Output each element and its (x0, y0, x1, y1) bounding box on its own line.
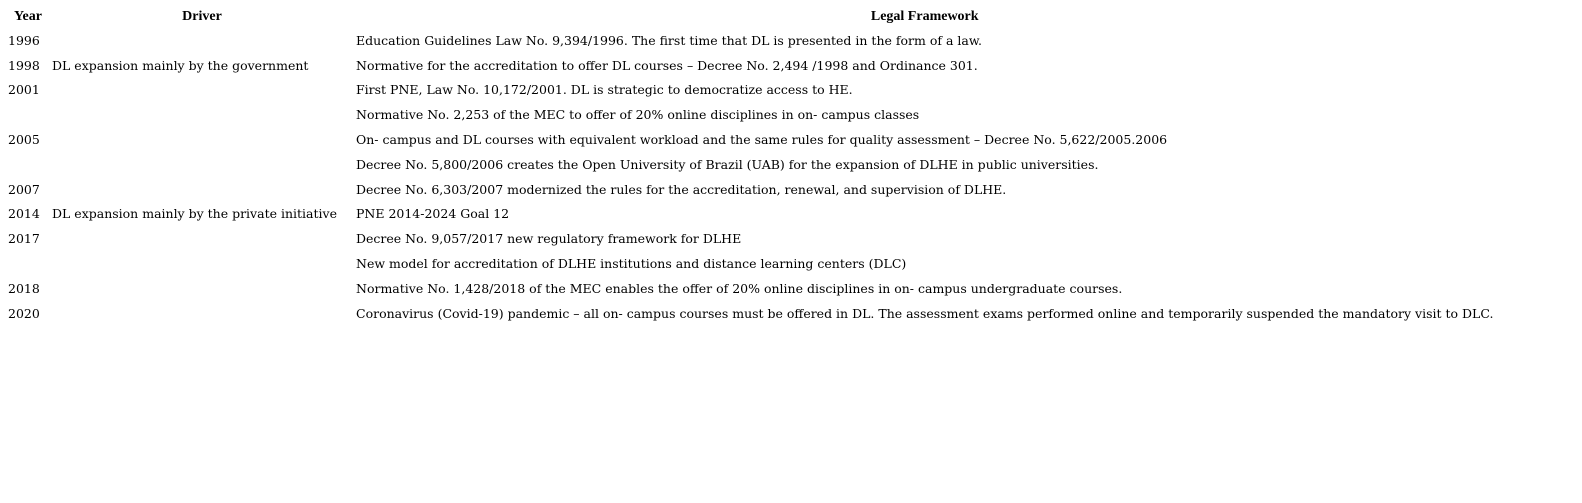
year-cell: 2007 (8, 181, 40, 197)
year-cell (6, 102, 50, 127)
year-cell: 2020 (8, 305, 40, 321)
driver-cell-private: DL expansion mainly by the private initiative (52, 206, 337, 222)
framework-cell: Decree No. 9,057/2017 new regulatory framework for DLHE (356, 231, 742, 247)
year-cell: 2014 (8, 206, 40, 222)
driver-cell-empty (50, 127, 354, 152)
table-row (6, 28, 1495, 53)
framework-cell: Coronavirus (Covid-19) pandemic – all on- campus courses must be offered in DL. The assessment exams performed online and temporarily suspended the mandatory visit to DLC. (356, 305, 1494, 321)
framework-cell: Normative No. 2,253 of the MEC to offer of 20% online disciplines in on- campus classes (356, 107, 920, 123)
header-row (6, 6, 1495, 28)
year-cell: 2017 (8, 231, 40, 247)
framework-cell: Normative for the accreditation to offer DL courses – Decree No. 2,494 /1998 and Ordinance 301. (356, 57, 978, 73)
year-cell: 2018 (8, 280, 40, 296)
year-header: Year (14, 9, 42, 24)
framework-header: Legal Framework (870, 9, 979, 24)
framework-cell: PNE 2014-2024 Goal 12 (356, 206, 510, 222)
framework-cell: Decree No. 5,800/2006 creates the Open University of Brazil (UAB) for the expansion of DLHE in public universities. (356, 156, 1099, 172)
table-row (6, 251, 1495, 276)
driver-cell-government: DL expansion mainly by the government (52, 57, 309, 73)
driver-cell-empty (50, 152, 354, 177)
framework-cell: Education Guidelines Law No. 9,394/1996. The first time that DL is presented in the form of a law. (356, 32, 983, 48)
framework-cell: Normative No. 1,428/2018 of the MEC enables the offer of 20% online disciplines in on- campus undergraduate courses. (356, 280, 1123, 296)
year-cell: 2001 (8, 82, 40, 98)
year-cell (6, 152, 50, 177)
framework-cell: New model for accreditation of DLHE institutions and distance learning centers (DLC) (356, 256, 907, 272)
driver-cell-empty (50, 251, 354, 276)
table-row (6, 102, 1495, 127)
table-row (6, 127, 1495, 152)
driver-cell-empty (50, 102, 354, 127)
year-cell: 2005 (8, 132, 40, 148)
framework-cell: First PNE, Law No. 10,172/2001. DL is strategic to democratize access to HE. (356, 82, 853, 98)
driver-cell-empty (50, 276, 354, 301)
table-row (6, 152, 1495, 177)
year-cell: 1996 (8, 32, 40, 48)
framework-cell: Decree No. 6,303/2007 modernized the rules for the accreditation, renewal, and supervision of DLHE. (356, 181, 1007, 197)
year-cell (6, 251, 50, 276)
driver-header: Driver (182, 9, 222, 24)
table-row (6, 276, 1495, 301)
table-row (6, 177, 1495, 202)
year-cell: 1998 (8, 57, 40, 73)
framework-cell: On- campus and DL courses with equivalent workload and the same rules for quality assessment – Decree No. 5,622/2005.2006 (356, 132, 1168, 148)
driver-cell-empty (50, 301, 354, 326)
table-row (6, 301, 1495, 326)
legal-framework-table (6, 6, 1495, 326)
